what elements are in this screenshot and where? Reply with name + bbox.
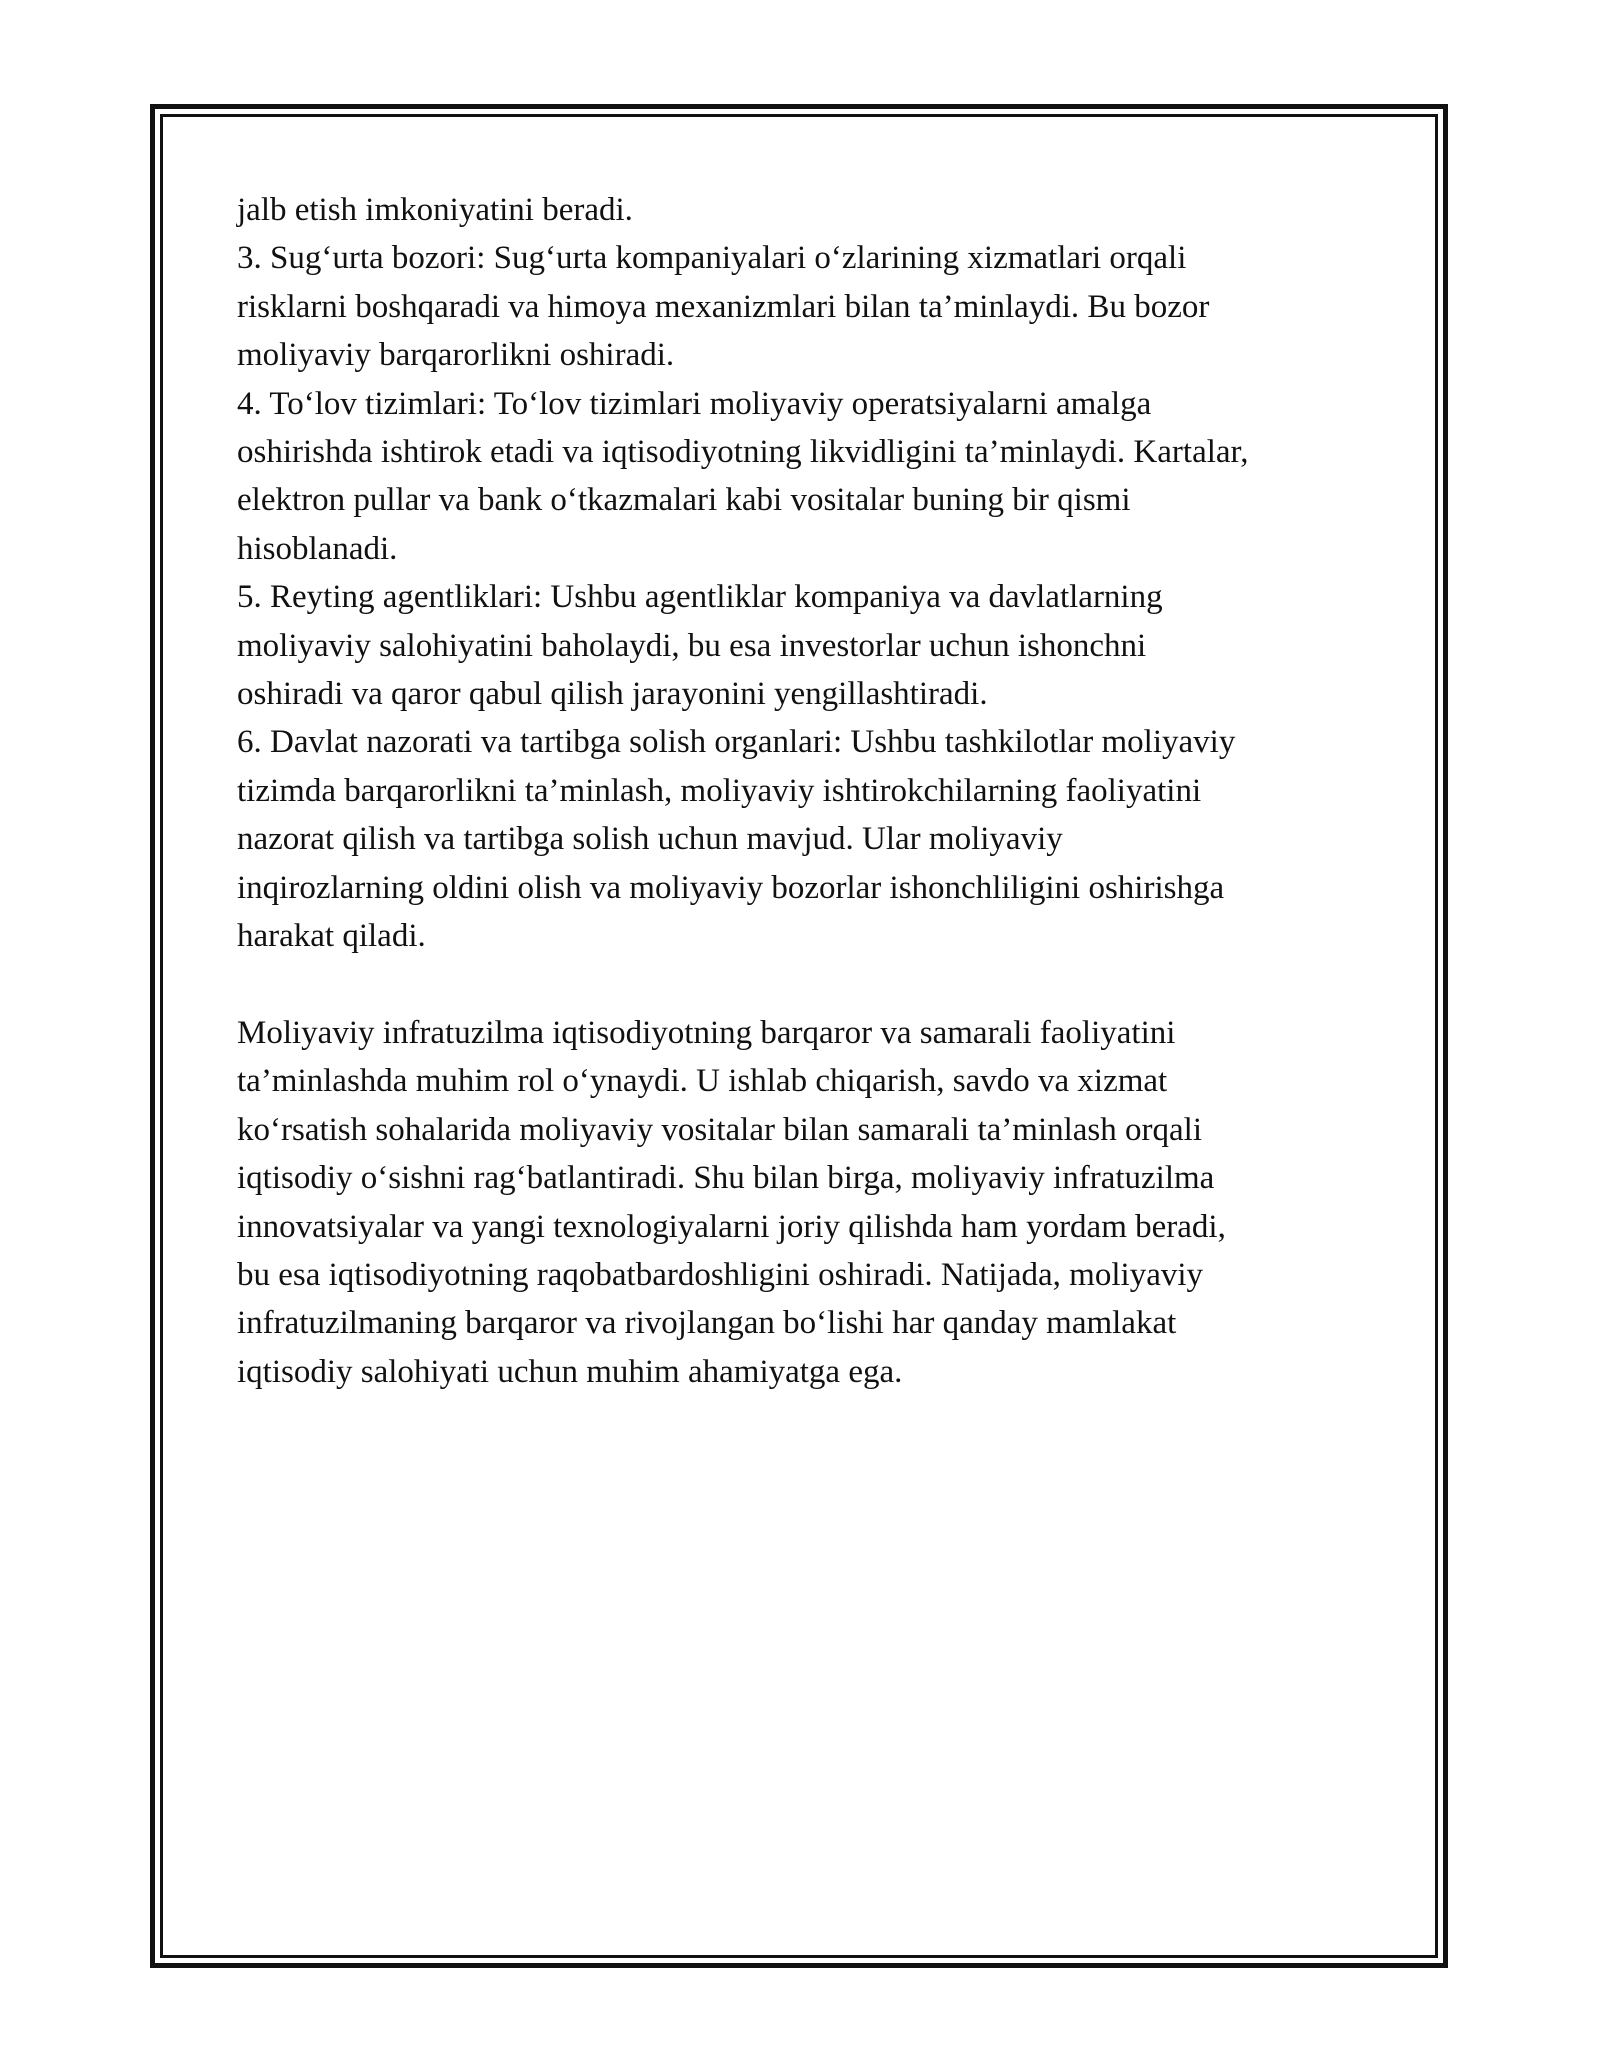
list-item-insurance-market: 3. Sug‘urta bozori: Sug‘urta kompaniyalari o‘zlarining xizmatlari orqali risklarni boshqaradi va himoya mexanizmlari bilan ta’minlaydi. Bu bozor moliyaviy barqarorlikni oshiradi. [237,240,1210,374]
list-item-payment-systems: 4. To‘lov tizimlari: To‘lov tizimlari moliyaviy operatsiyalarni amalga oshirishda ishtirok etadi va iqtisodiyotning likvidligini ta’minlaydi. Kartalar, elektron pullar va bank o‘tkazmalari kabi vositalar buning bir qismi hisoblanadi. [237,385,1249,567]
paragraph-conclusion: Moliyaviy infratuzilma iqtisodiyotning barqaror va samarali faoliyatini ta’minlashda muhim rol o‘ynaydi. U ishlab chiqarish, savdo va xizmat ko‘rsatish sohalarida moliyaviy vositalar bilan samarali ta’minlash orqali iqtisodiy o‘sishni rag‘batlantiradi. Shu bilan birga, moliyaviy infratuzilma innovatsiyalar va yangi texnologiyalarni joriy qilishda ham yordam beradi, bu esa iqtisodiyotning raqobatbardoshligini oshiradi. Natijada, moliyaviy infratuzilmaning barqaror va rivojlangan bo‘lishi har qanday mamlakat iqtisodiy salohiyati uchun muhim ahamiyatga ega. [237,1014,1226,1390]
paragraph-continuation: jalb etish imkoniyatini beradi. [237,192,633,228]
document-body [237,186,1387,1396]
list-item-state-regulators: 6. Davlat nazorati va tartibga solish organlari: Ushbu tashkilotlar moliyaviy tizimda barqarorlikni ta’minlash, moliyaviy ishtirokchilarning faoliyatini nazorat qilish va tartibga solish uchun mavjud. Ular moliyaviy inqirozlarning oldini olish va moliyaviy bozorlar ishonchliligini oshirishga harakat qiladi. [237,724,1236,955]
list-item-rating-agencies: 5. Reyting agentliklari: Ushbu agentliklar kompaniya va davlatlarning moliyaviy salohiyatini baholaydi, bu esa investorlar uchun ishonchni oshiradi va qaror qabul qilish jarayonini yengillashtiradi. [237,579,1163,713]
paragraph-spacer [237,961,1387,1009]
